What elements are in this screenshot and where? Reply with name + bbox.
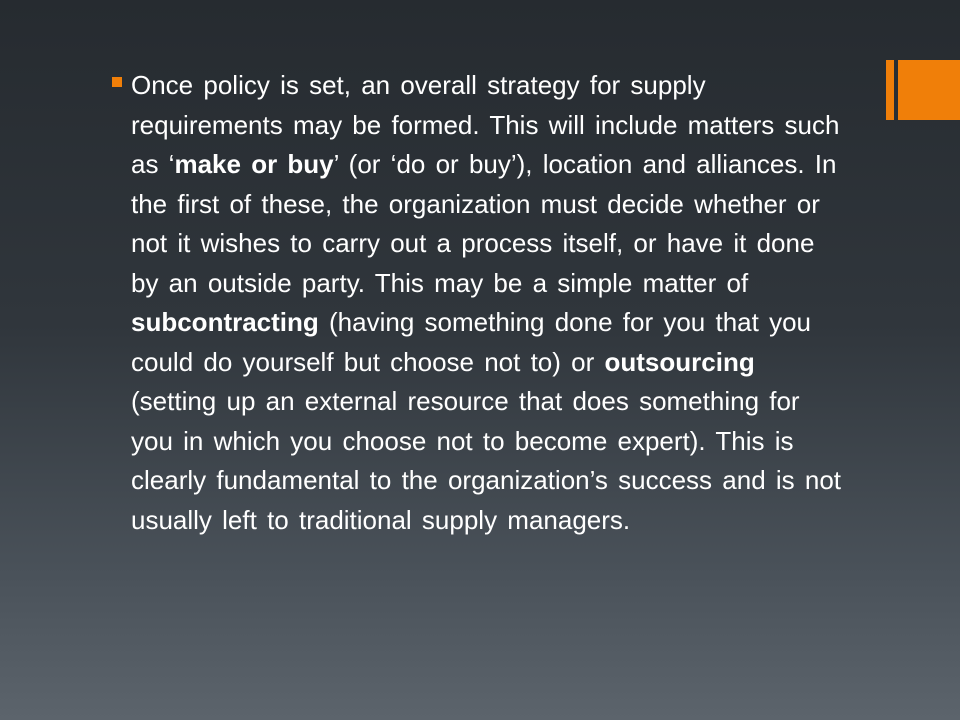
accent-bar-thin (886, 60, 894, 120)
bullet-item (112, 66, 852, 540)
text-segment: ’ (or ‘do or buy’), location and alliances. In the first of these, the organization must decide whether or not it wishes to carry out a process itself, or have it done by an outside party. This may be a simple matter of (131, 149, 837, 298)
square-bullet-icon (112, 77, 122, 87)
text-segment: (having something done for you that you could do yourself but choose not to) or (131, 307, 811, 377)
bullet-text (131, 66, 846, 540)
bold-term-subcontracting: subcontracting (131, 307, 319, 337)
text-segment: Once policy is set, an overall strategy for supply requirements may be formed. This will include matters such as ‘ (131, 70, 840, 179)
slide-content (112, 66, 852, 540)
bold-term-outsourcing: outsourcing (604, 346, 755, 377)
text-segment: (setting up an external resource that does something for you in which you choose not to become expert). This is clearly fundamental to the organization’s success and is not usually left to traditional supply managers. (131, 386, 842, 535)
bold-term-make-or-buy: make or buy (174, 149, 334, 179)
accent-bar-thick (898, 60, 960, 120)
